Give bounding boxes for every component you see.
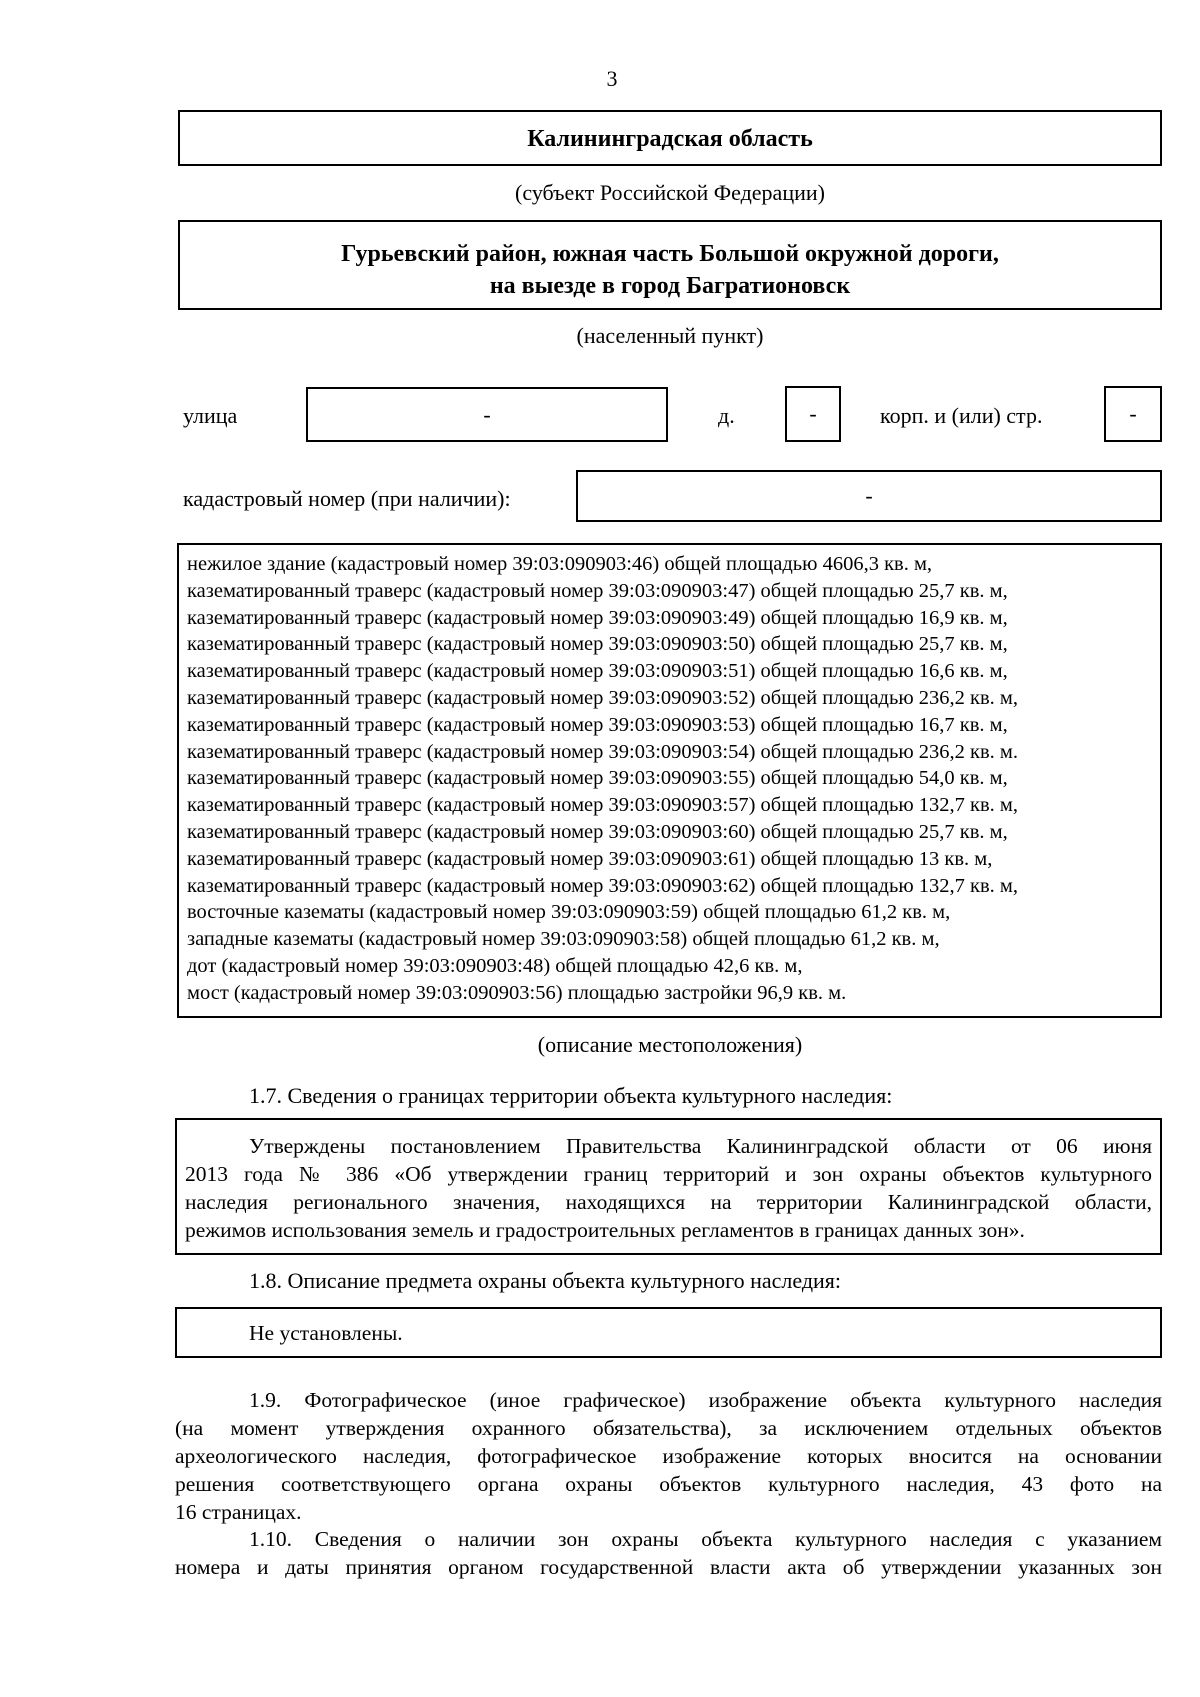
description-line: западные казематы (кадастровый номер 39:03:090903:58) общей площадью 61,2 кв. м, (187, 928, 940, 951)
street-value: - (483, 401, 491, 427)
building-field (1104, 386, 1162, 442)
section-1-7-line-1: Утверждены постановлением Правительства Калининградской области от 06 июня (249, 1134, 1152, 1158)
section-1-9-line-4: решения соответствующего органа охраны объектов культурного наследия, 43 фото на (175, 1472, 1162, 1496)
description-line: казематированный траверс (кадастровый номер 39:03:090903:55) общей площадью 54,0 кв. м, (187, 767, 1008, 790)
section-1-10-line-1: 1.10. Сведения о наличии зон охраны объекта культурного наследия с указанием (249, 1527, 1162, 1551)
section-1-8-box (175, 1307, 1162, 1358)
house-label: д. (718, 403, 735, 428)
description-line: казематированный траверс (кадастровый номер 39:03:090903:53) общей площадью 16,7 кв. м, (187, 713, 1008, 736)
locality-value (180, 238, 1160, 302)
page-number: 3 (606, 66, 618, 91)
description-line: казематированный траверс (кадастровый номер 39:03:090903:54) общей площадью 236,2 кв. м. (187, 740, 1019, 763)
description-line: казематированный траверс (кадастровый номер 39:03:090903:50) общей площадью 25,7 кв. м, (187, 633, 1008, 656)
section-1-9-line-2: (на момент утверждения охранного обязательства), за исключением отдельных объектов (175, 1416, 1162, 1440)
description-line: мост (кадастровый номер 39:03:090903:56) площадью застройки 96,9 кв. м. (187, 981, 847, 1004)
building-label: корп. и (или) стр. (880, 403, 1043, 428)
locality-caption: (населенный пункт) (576, 323, 764, 348)
section-1-7-line-4: режимов использования земель и градостроительных регламентов в границах данных зон». (185, 1218, 1025, 1242)
location-description-caption: (описание местоположения) (537, 1032, 803, 1057)
section-1-9-line-1: 1.9. Фотографическое (иное графическое) изображение объекта культурного наследия (249, 1388, 1162, 1412)
location-description-list (187, 551, 1018, 1007)
description-line: казематированный траверс (кадастровый номер 39:03:090903:52) общей площадью 236,2 кв. м, (187, 686, 1019, 709)
description-line: казематированный траверс (кадастровый номер 39:03:090903:62) общей площадью 132,7 кв. м, (187, 874, 1019, 897)
region-value: Калининградская область (527, 126, 813, 152)
cadastral-label: кадастровый номер (при наличии): (183, 486, 511, 511)
description-line: восточные казематы (кадастровый номер 39:03:090903:59) общей площадью 61,2 кв. м, (187, 901, 951, 924)
description-line: казематированный траверс (кадастровый номер 39:03:090903:61) общей площадью 13 кв. м, (187, 847, 993, 870)
building-value: - (1129, 401, 1137, 426)
description-line: нежилое здание (кадастровый номер 39:03:090903:46) общей площадью 4606,3 кв. м, (187, 553, 933, 575)
locality-line-2: на выезде в город Багратионовск (489, 273, 851, 299)
region-box (178, 110, 1162, 166)
house-field (785, 386, 841, 442)
section-1-8-value: Не установлены. (249, 1321, 403, 1345)
section-1-10-line-2: номера и даты принятия органом государственной власти акта об утверждении указанных зон (175, 1555, 1162, 1579)
street-field (306, 387, 668, 442)
cadastral-value: - (865, 483, 873, 508)
cadastral-field (576, 470, 1162, 522)
location-description-box (177, 543, 1162, 1018)
description-line: казематированный траверс (кадастровый номер 39:03:090903:51) общей площадью 16,6 кв. м, (187, 660, 1008, 683)
locality-line-1: Гурьевский район, южная часть Большой окружной дороги, (341, 241, 999, 267)
section-1-7-heading: 1.7. Сведения о границах территории объекта культурного наследия: (249, 1083, 893, 1108)
section-1-7-line-2: 2013 года № 386 «Об утверждении границ территорий и зон охраны объектов культурного (185, 1162, 1152, 1186)
section-1-7-line-3: наследия регионального значения, находящихся на территории Калининградской области, (185, 1190, 1152, 1214)
description-line: казематированный траверс (кадастровый номер 39:03:090903:47) общей площадью 25,7 кв. м, (187, 579, 1008, 602)
section-1-9-line-5: 16 страницах. (175, 1500, 302, 1524)
description-line: казематированный траверс (кадастровый номер 39:03:090903:57) общей площадью 132,7 кв. м, (187, 794, 1019, 817)
region-caption: (субъект Российской Федерации) (515, 180, 825, 205)
section-1-8-heading: 1.8. Описание предмета охраны объекта культурного наследия: (249, 1268, 842, 1293)
description-line: казематированный траверс (кадастровый номер 39:03:090903:60) общей площадью 25,7 кв. м, (187, 820, 1008, 843)
locality-box (178, 220, 1162, 310)
description-line: дот (кадастровый номер 39:03:090903:48) общей площадью 42,6 кв. м, (187, 954, 803, 977)
section-1-9-line-3: археологического наследия, фотографическое изображение которых вносится на основании (175, 1444, 1162, 1468)
street-label: улица (183, 403, 238, 428)
description-line: казематированный траверс (кадастровый номер 39:03:090903:49) общей площадью 16,9 кв. м, (187, 606, 1008, 629)
section-1-7-box (175, 1118, 1162, 1255)
house-value: - (809, 401, 817, 426)
